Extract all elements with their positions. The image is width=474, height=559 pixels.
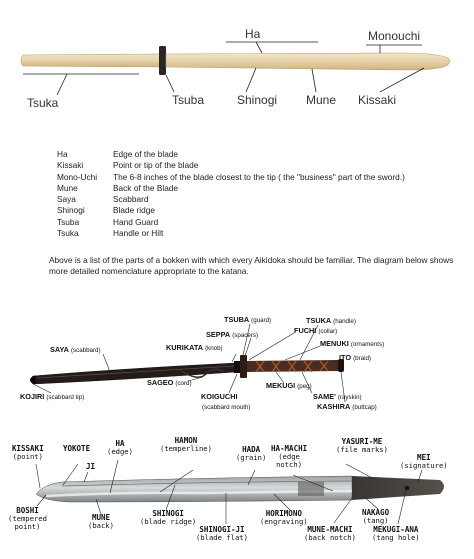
label-note: (tang): [362, 516, 389, 525]
label-shinogi: Shinogi: [237, 93, 278, 107]
label-kojiri: [20, 393, 84, 402]
label-name: FUCHI: [294, 326, 317, 335]
katana-diagram: [0, 300, 474, 430]
label-ji: [86, 463, 95, 471]
label-note: (point): [12, 452, 43, 461]
label-name: MUNE-MACHI: [307, 525, 353, 534]
label-name: MEKUGI-ANA: [373, 525, 419, 534]
label-name: HAMON: [174, 436, 198, 445]
label-note: (scabbard tip): [46, 394, 85, 401]
label-koiguchi: [201, 393, 238, 401]
glossary-term: Tsuka: [57, 228, 79, 239]
label-note: (edge): [107, 447, 133, 456]
label-name: MUNE: [91, 513, 111, 522]
label-note: (blade ridge): [140, 517, 197, 526]
label-munemachi: [304, 526, 356, 542]
glossary-definition: Point or tip of the blade: [113, 160, 199, 171]
bokken-tsuba: [159, 46, 166, 75]
glossary-row: [57, 184, 405, 195]
label-kashira: [317, 403, 377, 412]
label-sageo: [147, 379, 192, 388]
label-note: (scabbard mouth): [202, 404, 251, 411]
label-yokote: [63, 445, 90, 453]
label-note: (peg): [297, 383, 312, 390]
glossary-row: [57, 173, 405, 184]
blade-diagram: [0, 430, 474, 559]
label-note: (blade flat): [196, 533, 248, 542]
label-horimono: [260, 510, 308, 526]
label-name: HA: [115, 439, 125, 448]
label-note: (engraving): [260, 517, 308, 526]
bokken-diagram: [0, 0, 474, 140]
label-note: (signature): [400, 461, 448, 470]
label-note: (handle): [333, 318, 356, 325]
label-mekugi: [266, 382, 312, 391]
label-name: ITO: [339, 353, 352, 362]
label-mei: [400, 454, 448, 470]
label-mune-b: [88, 514, 114, 530]
label-kissaki-b: [12, 445, 44, 461]
label-name: KOIGUCHI: [201, 392, 238, 401]
label-same: [313, 393, 362, 402]
label-note: (back notch): [304, 533, 356, 542]
label-note: (file marks): [336, 445, 388, 454]
glossary-definition: The 6-8 inches of the blade closest to the tip ( the "business" part of the sword.): [113, 171, 405, 182]
label-yasurime: [336, 438, 388, 454]
label-name: SHINOGI: [152, 509, 184, 518]
label-name: TSUBA: [224, 315, 250, 324]
label-hada: [236, 446, 266, 462]
label-name: HA-MACHI: [271, 444, 308, 453]
label-note: (guard): [251, 317, 272, 324]
label-hamon: [160, 437, 212, 453]
glossary-row: [57, 150, 405, 161]
label-name: BOSHI: [16, 506, 39, 515]
label-note: (scabbard): [70, 347, 101, 354]
label-note: (grain): [236, 453, 267, 462]
label-name: KURIKATA: [166, 343, 204, 352]
label-koiguchi-note: [202, 403, 251, 412]
label-hamachi: [271, 445, 307, 469]
label-name: SEPPA: [206, 330, 231, 339]
glossary-term: Kissaki: [57, 160, 84, 171]
glossary-definition: Blade ridge: [113, 205, 155, 216]
label-name: KASHIRA: [317, 402, 351, 411]
nakago-shape: [352, 476, 444, 500]
label-boshi: [8, 507, 47, 531]
label-mune: Mune: [306, 93, 337, 107]
glossary-definition: Edge of the blade: [113, 149, 179, 159]
label-name: MEKUGI: [266, 381, 296, 390]
label-note: (collar): [318, 328, 338, 335]
glossary-term: Saya: [57, 194, 76, 205]
glossary-table: [57, 150, 405, 240]
glossary-definition: Hand Guard: [113, 216, 159, 227]
bokken-handle: [21, 54, 160, 67]
label-note: (knob): [205, 345, 223, 352]
glossary-term: Shinogi: [57, 205, 85, 216]
label-note: (ornaments): [350, 341, 385, 348]
label-name: TSUKA: [306, 316, 332, 325]
label-name: HORIMONO: [265, 509, 302, 518]
bokken-blade: [166, 53, 450, 70]
bokken-drawing: [0, 0, 474, 140]
label-kissaki: Kissaki: [358, 93, 397, 107]
label-name: YOKOTE: [63, 444, 91, 453]
glossary-term: Ha: [57, 149, 68, 159]
glossary-term: Mune: [57, 182, 78, 193]
glossary-definition: Back of the Blade: [113, 182, 179, 193]
label-fuchi: [294, 327, 337, 336]
label-note: (edge: [278, 452, 300, 461]
glossary-term: Tsuba: [57, 216, 80, 227]
label-tsuba-k: [224, 316, 271, 325]
label-note: notch): [276, 460, 303, 469]
katana-tsuba: [240, 355, 247, 378]
label-name: HADA: [242, 445, 261, 454]
glossary-definition: Handle or Hilt: [113, 228, 164, 239]
label-note: (tang hole): [372, 533, 420, 542]
label-note: (temperline): [160, 444, 212, 453]
label-name: MEI: [417, 453, 431, 462]
label-shinogiji: [196, 526, 248, 542]
label-name: NAKAGO: [362, 508, 390, 517]
glossary-row: [57, 218, 405, 229]
label-note: (tempered: [8, 514, 47, 523]
label-tsuba: Tsuba: [172, 93, 205, 107]
label-tsuka: Tsuka: [27, 96, 59, 110]
intro-paragraph: Above is a list of the parts of a bokken with which every Aikidoka should be familiar. The diagram below shows more detailed nomenclature appropriate to the katana.: [49, 255, 454, 276]
label-nakago: [362, 509, 389, 525]
label-ha: Ha: [245, 27, 261, 41]
label-tsuka-k: [306, 317, 356, 326]
label-shinogi-b: [140, 510, 196, 526]
label-note: (back): [88, 521, 114, 530]
label-note: (buttcap): [352, 404, 377, 411]
label-ha-b: [107, 440, 133, 456]
label-note: (cord): [175, 380, 192, 387]
glossary-row: [57, 206, 405, 217]
label-kurikata: [166, 344, 223, 353]
glossary-row: [57, 229, 405, 240]
label-seppa: [206, 331, 258, 340]
glossary-definition: Scabbard: [113, 194, 149, 205]
label-monouchi: Monouchi: [368, 29, 421, 43]
label-ito: [339, 354, 371, 363]
glossary-term: Mono-Uchi: [57, 171, 98, 182]
label-saya: [50, 346, 101, 355]
label-name: KISSAKI: [12, 444, 44, 453]
label-mekuguiana: [372, 526, 420, 542]
label-name: SAYA: [50, 345, 69, 354]
label-note: (spacers): [232, 332, 259, 339]
label-name: MENUKI: [320, 339, 349, 348]
saya-shape: [31, 363, 237, 384]
label-menuki: [320, 340, 384, 349]
label-name: SAGEO: [147, 378, 174, 387]
label-note: (braid): [353, 355, 371, 362]
label-note: (rayskin): [337, 394, 362, 401]
label-name: SHINOGI-JI: [199, 525, 245, 534]
label-name: YASURI-ME: [341, 437, 383, 446]
label-name: JI: [86, 462, 96, 471]
label-name: KOJIRI: [20, 392, 45, 401]
glossary-row: [57, 161, 405, 172]
glossary-row: [57, 195, 405, 206]
label-name: SAME': [313, 392, 336, 401]
label-note: point): [14, 522, 41, 531]
